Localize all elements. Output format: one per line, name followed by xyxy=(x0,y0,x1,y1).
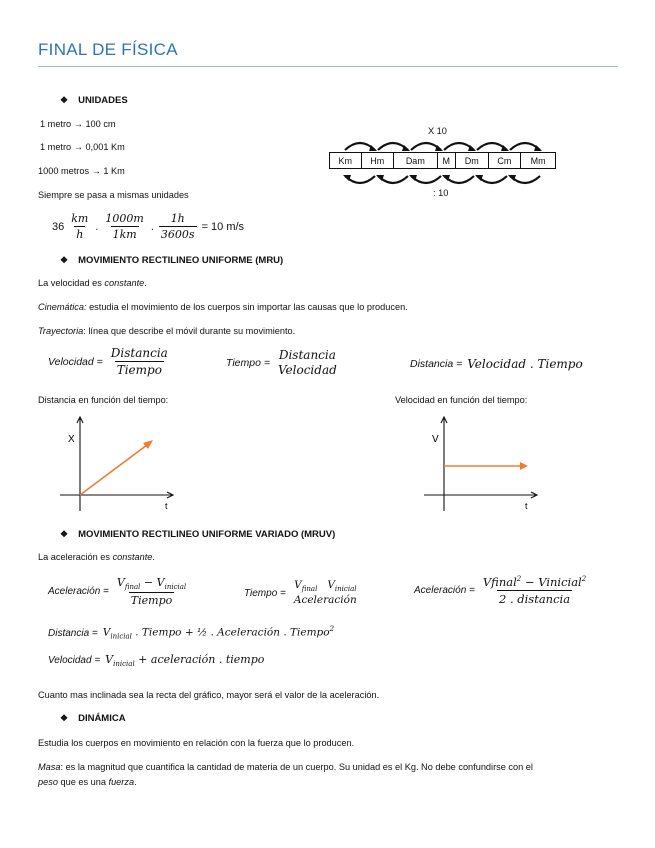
section-mruv: ❖ MOVIMIENTO RECTILINEO UNIFORME VARIADO (MRUV) xyxy=(60,529,336,540)
diamond-bullet-icon: ❖ xyxy=(60,255,69,265)
graph-velocidad-tiempo xyxy=(420,415,550,515)
formula-distancia-mruv: Distancia = $V_{inicial}$ . Tiempo + ½ . Aceleración . Tiempo$^2$ xyxy=(48,625,335,641)
scale-up-label: X 10 xyxy=(428,126,447,136)
formula-tiempo: Tiempo = Distancia Velocidad xyxy=(226,348,337,377)
formula-lead: 36 xyxy=(52,220,65,233)
page-title: FINAL DE FÍSICA xyxy=(38,40,178,59)
graph1-caption: Distancia en función del tiempo: xyxy=(38,395,169,405)
graph-distancia-tiempo xyxy=(55,415,185,515)
graph2-x-label: t xyxy=(525,501,528,511)
unit-scale-table xyxy=(329,152,556,169)
conversion-line: 1000 metros → 1 Km xyxy=(38,166,125,176)
formula-aceleracion-2: Aceleración = $\frac{Vfinal^2 - Vinicial^2}{\text{2 . distancia}}$ xyxy=(414,575,587,606)
conversion-line: 1 metro → 0,001 Km xyxy=(40,142,125,152)
graph2-caption: Velocidad en función del tiempo: xyxy=(395,395,528,405)
formula-velocidad-mruv: Velocidad = $V_{inicial}$ + aceleración . tiempo xyxy=(48,653,265,669)
section-mru: ❖ MOVIMIENTO RECTILINEO UNIFORME (MRU) xyxy=(60,255,284,266)
velocidad-constante: La velocidad es constante. xyxy=(38,278,147,288)
trayectoria-definition: Trayectoria: línea que describe el móvil durante su movimiento. xyxy=(38,326,296,336)
unit-cell: Mm xyxy=(521,153,556,169)
graph1-x-label: t xyxy=(165,501,168,511)
conversion-line: 1 metro → 100 cm xyxy=(40,119,116,129)
unit-cell: Km xyxy=(330,153,362,169)
formula-velocidad: Velocidad = $\frac{\text{Distancia}}{\text{Tiempo}}$ xyxy=(48,346,168,377)
diamond-bullet-icon: ❖ xyxy=(60,713,69,723)
conversion-formula: 36 $\frac{km}{h}$ . $\frac{1000m}{1km}$ . $\frac{1h}{3600s}$ = 10 m/s xyxy=(52,212,245,241)
graph2-y-label: V xyxy=(432,434,439,445)
scale-down-label: : 10 xyxy=(433,188,449,198)
dinamica-estudia: Estudia los cuerpos en movimiento en relación con la fuerza que lo producen. xyxy=(38,738,355,748)
section-unidades: ❖ UNIDADES xyxy=(60,95,128,106)
unit-cell: M xyxy=(437,153,455,169)
peso-line: peso que es una fuerza. xyxy=(38,777,137,787)
arrow-head-icon xyxy=(520,462,528,470)
unit-cell: Cm xyxy=(488,153,521,169)
formula-tiempo-mruv: Tiempo = $V_{final}$ $V_{inicial}$ Aceleración xyxy=(244,579,357,607)
unit-cell: Dam xyxy=(394,153,437,169)
unit-cell: Dm xyxy=(456,153,489,169)
cinematica-definition: Cinemática: estudia el movimiento de los cuerpos sin importar las causas que lo producen. xyxy=(38,302,408,312)
diamond-bullet-icon: ❖ xyxy=(60,95,69,105)
title-underline xyxy=(38,66,618,67)
formula-distancia: Distancia = Velocidad . Tiempo xyxy=(410,357,583,371)
masa-definition: Masa: es la magnitud que cuantifica la cantidad de materia de un cuerpo. Su unidad es el Kg. No debe confundirse con el xyxy=(38,762,533,772)
graph1-line xyxy=(80,442,151,495)
unit-cell: Hm xyxy=(361,153,394,169)
inclinada-note: Cuanto mas inclinada sea la recta del gráfico, mayor será el valor de la aceleración. xyxy=(38,690,380,700)
formula-aceleracion-1: Aceleración = $\frac{V_{final} - V_{inicial}}{\text{Tiempo}}$ xyxy=(48,576,187,608)
aceleracion-constante: La aceleración es constante. xyxy=(38,552,155,562)
graph1-y-label: X xyxy=(68,434,75,445)
section-dinamica: ❖ DINÁMICA xyxy=(60,713,126,724)
formula-result: = 10 m/s xyxy=(201,220,245,233)
diamond-bullet-icon: ❖ xyxy=(60,529,69,539)
same-units-note: Siempre se pasa a mismas unidades xyxy=(38,190,189,200)
